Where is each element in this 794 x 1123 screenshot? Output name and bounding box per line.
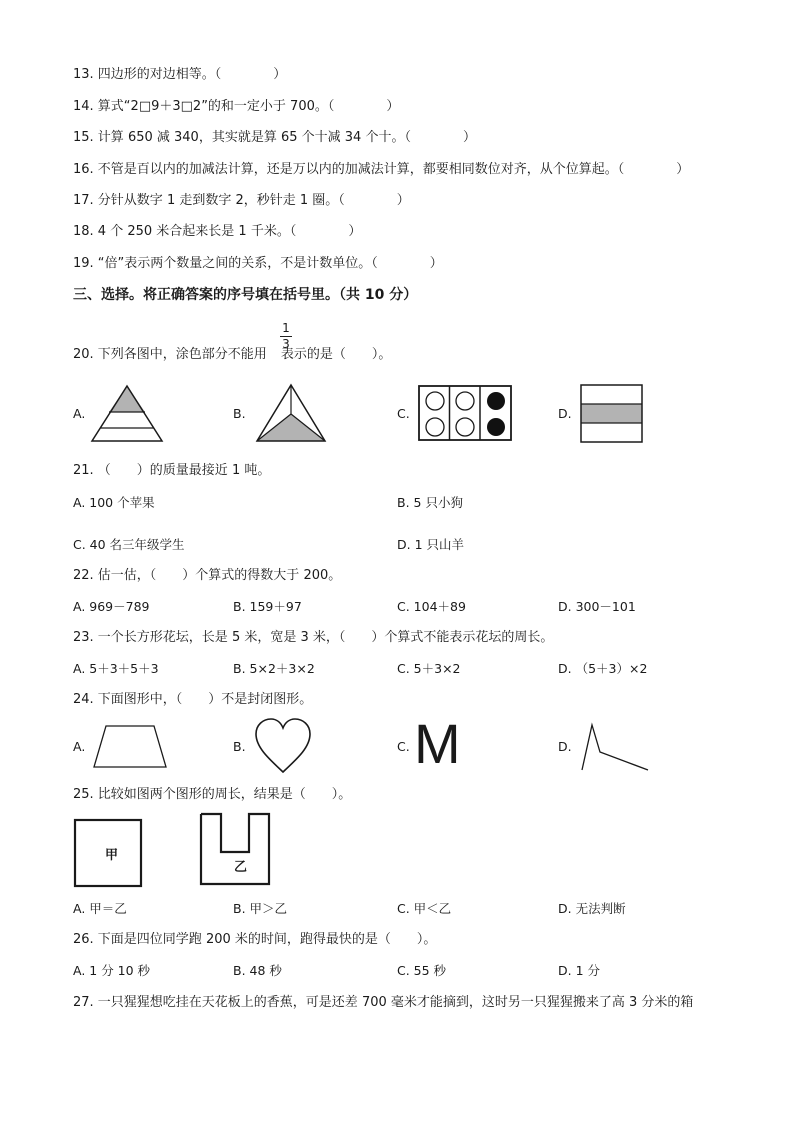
question-14: 14. 算式“2□9＋3□2”的和一定小于 700。（ ） <box>73 99 400 114</box>
q24-figure-d-open-shape <box>580 722 652 774</box>
question-23-stem: 23. 一个长方形花坛，长是 5 米，宽是 3 米，（ ）个算式不能表示花坛的周长。 <box>73 630 554 645</box>
question-22-stem: 22. 估一估，（ ）个算式的得数大于 200。 <box>73 568 342 583</box>
q24-figure-c-letter-m: M <box>414 712 461 775</box>
q24-label-d: D. <box>558 739 572 754</box>
q20-figure-c-circles <box>418 385 518 443</box>
q21-option-a: A. 100 个苹果 <box>73 495 155 510</box>
q24-figure-a-trapezoid <box>92 724 172 770</box>
q20-figure-d-rectangle <box>580 384 646 444</box>
q21-option-b: B. 5 只小狗 <box>397 495 463 510</box>
q20-label-c: C. <box>397 406 410 421</box>
q26-option-d: D. 1 分 <box>558 963 600 978</box>
q21-option-c: C. 40 名三年级学生 <box>73 537 185 552</box>
question-21-stem: 21. （ ）的质量最接近 1 吨。 <box>73 463 271 478</box>
q25-shape-jia-label: 甲 <box>105 848 119 863</box>
question-20-stem <box>73 346 391 364</box>
q24-label-a: A. <box>73 739 86 754</box>
question-19: 19. “倍”表示两个数量之间的关系，不是计数单位。（ ） <box>73 256 443 271</box>
section-3-title: 三、选择。将正确答案的序号填在括号里。（共 10 分） <box>73 287 418 303</box>
q25-shape-yi-notched-square <box>199 812 273 888</box>
question-15: 15. 计算 650 减 340，其实就是算 65 个十减 34 个十。（ ） <box>73 130 476 145</box>
q23-option-a: A. 5＋3＋5＋3 <box>73 661 159 676</box>
question-24-stem: 24. 下面图形中，（ ）不是封闭图形。 <box>73 692 313 707</box>
q23-option-b: B. 5×2＋3×2 <box>233 661 315 676</box>
question-18: 18. 4 个 250 米合起来长是 1 千米。（ ） <box>73 224 362 239</box>
q25-option-a: A. 甲＝乙 <box>73 901 127 916</box>
question-27-stem: 27. 一只猩猩想吃挂在天花板上的香蕉，可是还差 700 毫米才能摘到，这时另一只猩猩搬来了高 3 分米的箱 <box>73 995 694 1010</box>
q23-option-d: D. （5＋3）×2 <box>558 661 648 676</box>
q26-option-a: A. 1 分 10 秒 <box>73 963 151 978</box>
q20-stem-before: 20. 下列各图中，涂色部分不能用 <box>73 347 267 362</box>
one-third-fraction <box>280 322 292 351</box>
q22-option-b: B. 159＋97 <box>233 599 302 614</box>
q21-option-d: D. 1 只山羊 <box>397 537 464 552</box>
question-17: 17. 分针从数字 1 走到数字 2，秒针走 1 圈。（ ） <box>73 193 410 208</box>
q20-figure-b-triangle <box>255 382 335 444</box>
q22-option-c: C. 104＋89 <box>397 599 466 614</box>
fraction-numerator: 1 <box>282 321 290 335</box>
q25-option-c: C. 甲＜乙 <box>397 901 452 916</box>
q25-shape-yi-label: 乙 <box>234 860 248 875</box>
q23-option-c: C. 5＋3×2 <box>397 661 461 676</box>
q25-option-d: D. 无法判断 <box>558 901 626 916</box>
q22-option-a: A. 969－789 <box>73 599 150 614</box>
question-16: 16. 不管是百以内的加减法计算，还是万以内的加减法计算，都要相同数位对齐，从个位算起。（ ） <box>73 162 690 177</box>
q24-label-b: B. <box>233 739 246 754</box>
q20-label-d: D. <box>558 406 572 421</box>
q26-option-b: B. 48 秒 <box>233 963 282 978</box>
q20-stem-after: 表示的是（ ）。 <box>280 347 392 362</box>
q24-label-c: C. <box>397 739 410 754</box>
q24-figure-b-heart <box>254 718 314 774</box>
q26-option-c: C. 55 秒 <box>397 963 447 978</box>
q20-figure-a-triangle <box>90 382 200 444</box>
question-25-stem: 25. 比较如图两个图形的周长，结果是（ ）。 <box>73 787 352 802</box>
q25-option-b: B. 甲＞乙 <box>233 901 288 916</box>
question-13: 13. 四边形的对边相等。（ ） <box>73 67 287 82</box>
q20-label-b: B. <box>233 406 246 421</box>
fraction-denominator: 3 <box>282 337 290 351</box>
question-26-stem: 26. 下面是四位同学跑 200 米的时间，跑得最快的是（ ）。 <box>73 932 437 947</box>
q20-label-a: A. <box>73 406 86 421</box>
q22-option-d: D. 300－101 <box>558 599 636 614</box>
